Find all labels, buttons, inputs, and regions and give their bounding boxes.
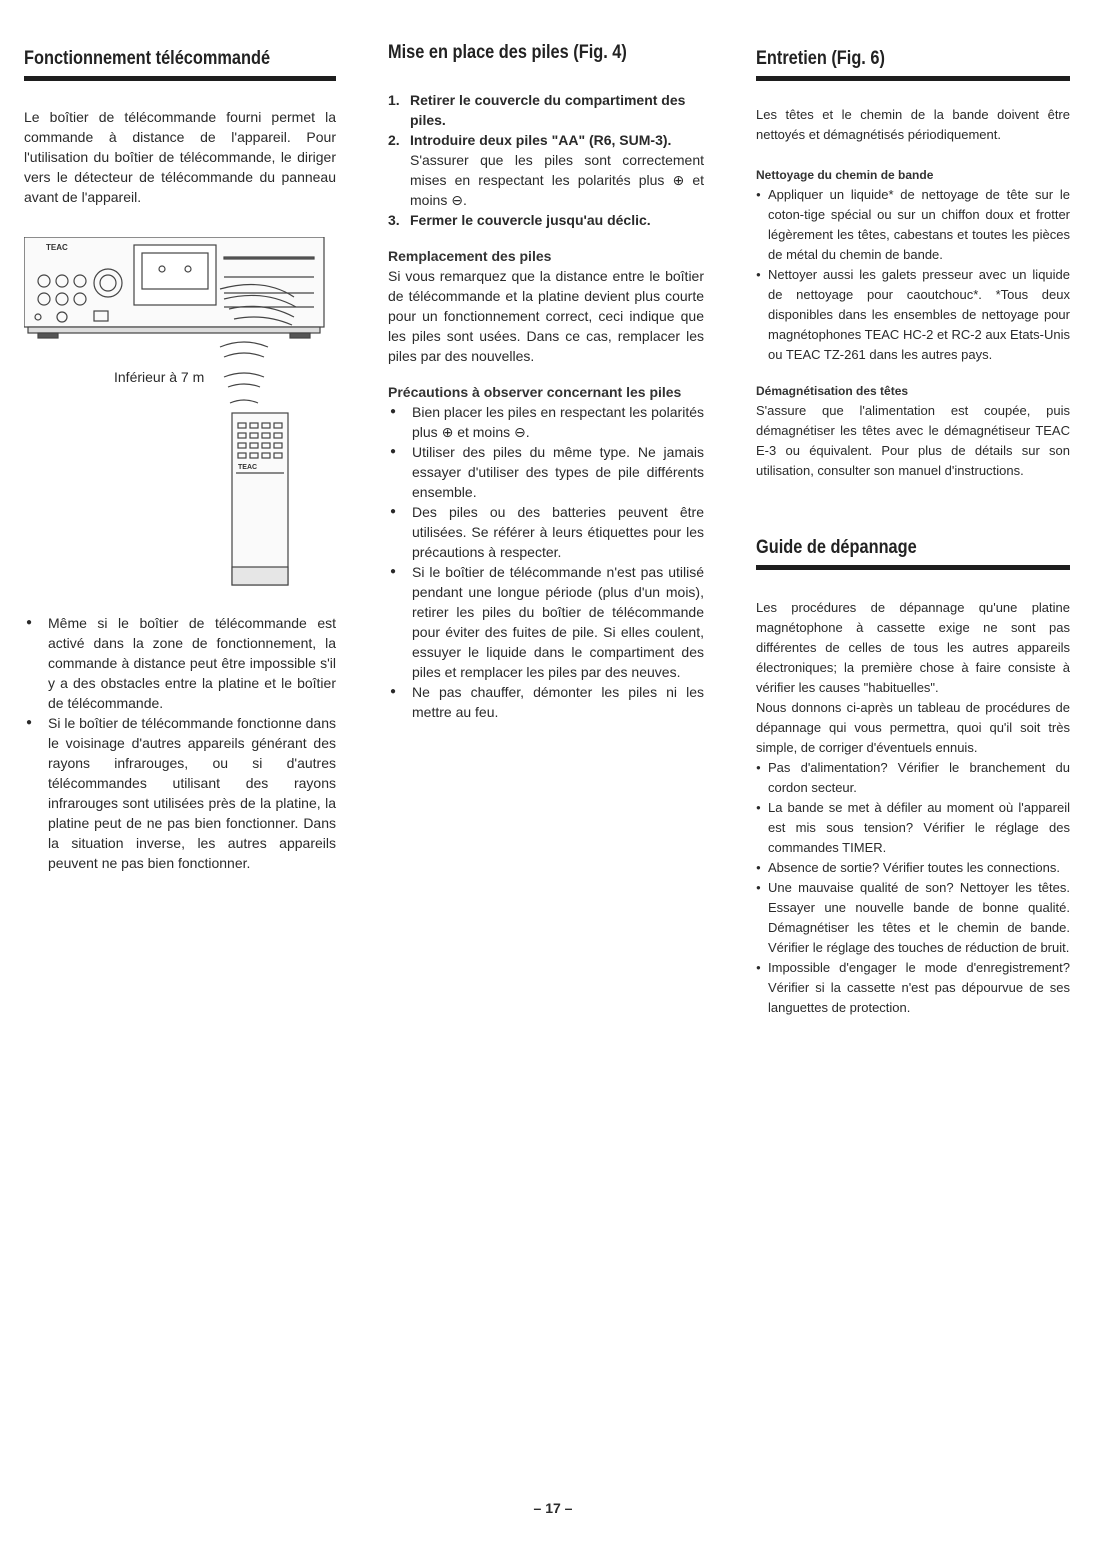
precaution-item: ● Utiliser des piles du même type. Ne jamais essayer d'utiliser des types de pile différents ensemble. [388,442,704,502]
demag-title: Démagnétisation des têtes [756,384,909,398]
guide-item: ● La bande se met à défiler au moment où l'appareil est mis sous tension? Vérifier le réglage des commandes TIMER. [756,798,1070,858]
step-number: 3. [388,212,400,228]
guide-item: ● Absence de sortie? Vérifier toutes les connections. [756,858,1070,878]
step-number: 2. [388,132,400,148]
deck-remote-illustration [24,237,336,597]
replace-title: Remplacement des piles [388,248,552,264]
remote-brand: TEAC [238,464,258,471]
remote-figure [24,237,336,597]
section-title-batteries: Mise en place des piles (Fig. 4) [388,42,627,63]
step-bold: Retirer le couvercle du compartiment des piles. [410,92,686,128]
title-rule [756,76,1070,81]
section-title-maintenance: Entretien (Fig. 6) [756,48,885,69]
remote-control-icon [232,413,288,585]
guide-list [756,758,1070,1018]
remote-note: ● Même si le boîtier de télécommande est activé dans la zone de fonctionnement, la commande à distance peut être impossible s'il y a des obstacles entre la platine et le boîtier de télécommande. [24,613,336,713]
guide-paragraph-1: Les procédures de dépannage qu'une platine magnétophone à cassette exige ne sont pas différentes de celles de tous les autres appareils électroniques; la première chose à faire consiste à vérifier les causes "habituelles". [756,600,1070,695]
step-bold: Fermer le couvercle jusqu'au déclic. [410,212,651,228]
column-maintenance [756,40,1070,1018]
precaution-item: ● Si le boîtier de télécommande n'est pas utilisé pendant une longue période (plus d'un mois), retirer les piles du boîtier de télécommande pour éviter des fuites de pile. Si elles coulent, essuyer le liquide dans le compartiment des piles et remplacer les piles par des neuves. [388,562,704,682]
section-title-remote: Fonctionnement télécommandé [24,48,271,69]
deck-brand: TEAC [46,243,68,252]
precaution-item: ● Des piles ou des batteries peuvent être utilisées. Se référer à leurs étiquettes pour les précautions à respecter. [388,502,704,562]
precautions-list [388,402,704,722]
title-rule [756,565,1070,570]
guide-item: ● Pas d'alimentation? Vérifier le branchement du cordon secteur. [756,758,1070,798]
clean-item: ● Appliquer un liquide* de nettoyage de tête sur le coton-tige spécial ou sur un chiffon doux et frotter légèrement les têtes, cabestans et toutes les pièces de métal du chemin de bande. [756,185,1070,265]
column-remote-operation [24,40,336,873]
section-title-troubleshooting: Guide de dépannage [756,537,917,558]
replace-text: Si vous remarquez que la distance entre le boîtier de télécommande et la platine devient plus courte pour un fonctionnement correct, ceci indique que les piles sont usées. Dans ce cas, remplacer les piles par des nouvelles. [388,268,704,364]
cassette-deck-icon [24,237,324,338]
clean-item: ● Nettoyer aussi les galets presseur avec un liquide de nettoyage pour caoutchouc*. *Tous deux disponibles dans les ensembles de nettoyage pour magnétophones TEAC HC-2 et RC-2 aux Etats-Unis ou TEAC TZ-261 dans les autres pays. [756,265,1070,365]
precaution-item: ● Ne pas chauffer, démonter les piles ni les mettre au feu. [388,682,704,722]
maintenance-intro: Les têtes et le chemin de la bande doivent être nettoyés et démagnétisés périodiquement. [756,107,1070,142]
battery-step [388,90,704,130]
remote-note: ● Si le boîtier de télécommande fonctionne dans le voisinage d'autres appareils générant des rayons infrarouges, ou si d'autres télécommandes utilisant des rayons infrarouges sont utilisées près de la platine, la platine peut de ne pas bien fonctionner. Dans la situation inverse, les autres appareils peuvent ne pas bien fonctionner. [24,713,336,873]
guide-item: ● Impossible d'engager le mode d'enregistrement? Vérifier si la cassette n'est pas dépourvue de ses languettes de protection. [756,958,1070,1018]
clean-title: Nettoyage du chemin de bande [756,168,934,182]
battery-step [388,210,704,230]
battery-steps [388,90,704,230]
step-number: 1. [388,92,400,108]
clean-list [756,185,1070,365]
precaution-item: ● Bien placer les piles en respectant les polarités plus ⊕ et moins ⊖. [388,402,704,442]
distance-label: Inférieur à 7 m [114,369,205,385]
guide-item: ● Une mauvaise qualité de son? Nettoyer les têtes. Essayer une nouvelle bande de bonne qualité. Démagnétiser les têtes et le chemin de bande. Vérifier le réglage des touches de réduction de bruit. [756,878,1070,958]
guide-paragraph-2: Nous donnons ci-après un tableau de procédures de dépannage qui vous permettra, quoi qu'il soit très simple, de corriger d'éventuels ennuis. [756,700,1070,755]
column-batteries [388,40,704,722]
step-bold: Introduire deux piles "AA" (R6, SUM-3). [410,132,672,148]
page-number: – 17 – [533,1500,573,1516]
remote-notes-list [24,613,336,873]
remote-intro: Le boîtier de télécommande fourni permet la commande à distance de l'appareil. Pour l'utilisation du boîtier de télécommande, le diriger vers le détecteur de télécommande du panneau avant de l'appareil. [24,109,336,205]
precautions-title: Précautions à observer concernant les piles [388,384,682,400]
demag-text: S'assure que l'alimentation est coupée, puis démagnétiser les têtes avec le démagnétiseur TEAC E-3 ou équivalent. Pour plus de détails sur son utilisation, consulter son manuel d'instructions. [756,403,1070,478]
step-text: S'assurer que les piles sont correctement mises en respectant les polarités plus ⊕ et moins ⊖. [410,152,704,208]
title-rule [24,76,336,81]
battery-step [388,130,704,210]
